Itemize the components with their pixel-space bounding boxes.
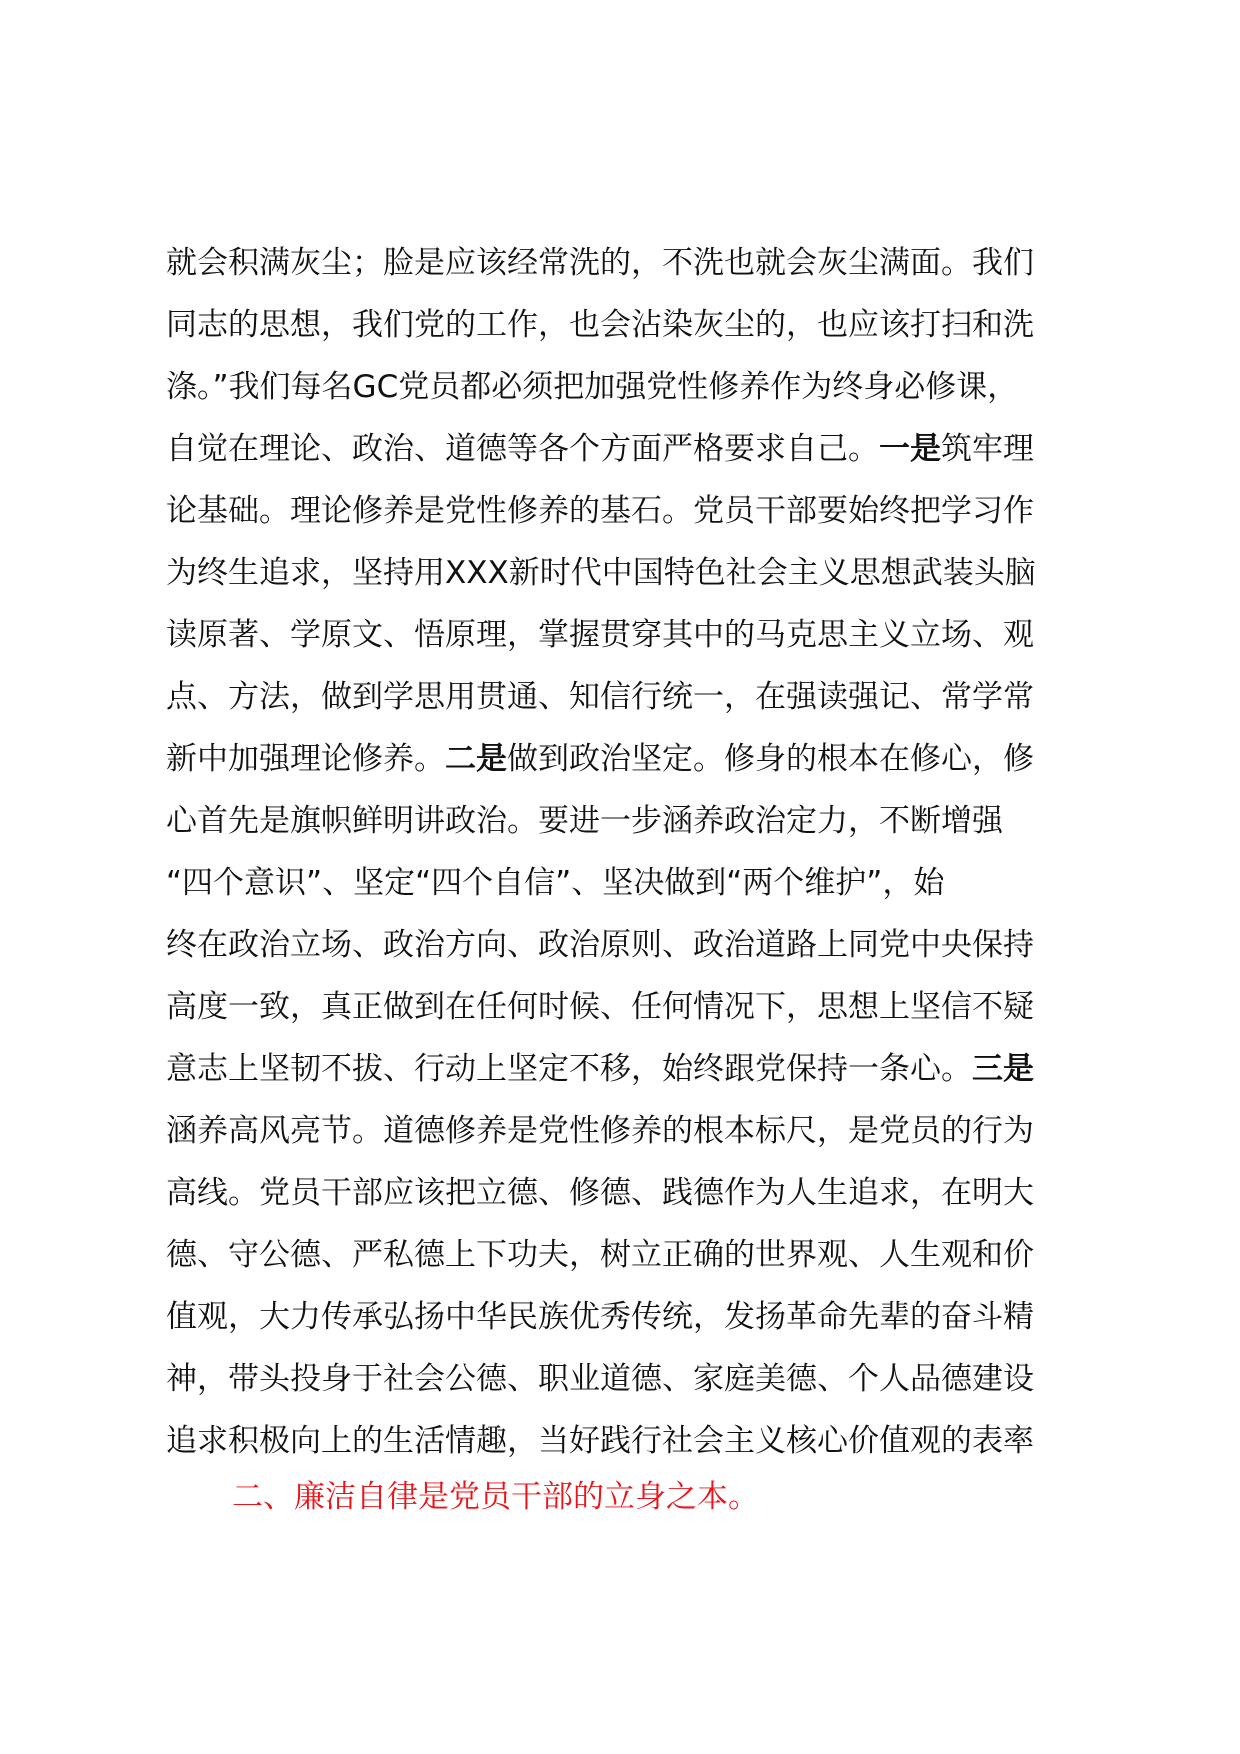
text-line: 涤。”我们每名GC党员都必须把加强党性修养作为终身必修课，: [166, 369, 1019, 405]
text-line: 终在政治立场、政治方向、政治原则、政治道路上同党中央保持: [166, 927, 1034, 963]
text-line: 高线。党员干部应该把立德、修德、践德作为人生追求，在明大: [166, 1175, 1034, 1211]
point-one-marker: 一是: [879, 431, 941, 467]
text-line: 读原著、学原文、悟原理，掌握贯穿其中的马克思主义立场、观: [166, 617, 1034, 653]
body-paragraph: [166, 232, 1096, 1472]
point-two-marker: 二是: [445, 741, 507, 777]
text-line: 为终生追求，坚持用XXX新时代中国特色社会主义思想武装头脑: [166, 555, 1036, 591]
text-line: 涵养高风亮节。道德修养是党性修养的根本标尺，是党员的行为: [166, 1113, 1034, 1149]
text-line: 就会积满灰尘；脸是应该经常洗的，不洗也就会灰尘满面。我们: [166, 245, 1034, 281]
text-line: 论基础。理论修养是党性修养的基石。党员干部要始终把学习作: [166, 493, 1034, 529]
point-three-marker: 三是: [972, 1051, 1034, 1087]
text-line: 同志的思想，我们党的工作，也会沾染灰尘的，也应该打扫和洗: [166, 307, 1034, 343]
text-line: “四个意识”、坚定“四个自信”、坚决做到“两个维护”，始: [166, 865, 945, 901]
text-line: 追求积极向上的生活情趣，当好践行社会主义核心价值观的表率: [166, 1423, 1034, 1459]
text-line: 自觉在理论、政治、道德等各个方面严格要求自己。一是筑牢理: [166, 431, 1034, 467]
text-line: 德、守公德、严私德上下功夫，树立正确的世界观、人生观和价: [166, 1237, 1034, 1273]
text-line: 点、方法，做到学思用贯通、知信行统一，在强读强记、常学常: [166, 679, 1034, 715]
text-line: 高度一致，真正做到在任何时候、任何情况下，思想上坚信不疑: [166, 989, 1034, 1025]
text-line: 新中加强理论修养。二是做到政治坚定。修身的根本在修心，修: [166, 741, 1034, 777]
text-line: 心首先是旗帜鲜明讲政治。要进一步涵养政治定力，不断增强: [166, 803, 1003, 839]
text-line: 值观，大力传承弘扬中华民族优秀传统，发扬革命先辈的奋斗精: [166, 1299, 1034, 1335]
text-line: 神，带头投身于社会公德、职业道德、家庭美德、个人品德建设: [166, 1361, 1034, 1397]
text-line: 意志上坚韧不拔、行动上坚定不移，始终跟党保持一条心。三是: [166, 1051, 1034, 1087]
section-heading: 二、廉洁自律是党员干部的立身之本。: [232, 1479, 759, 1515]
